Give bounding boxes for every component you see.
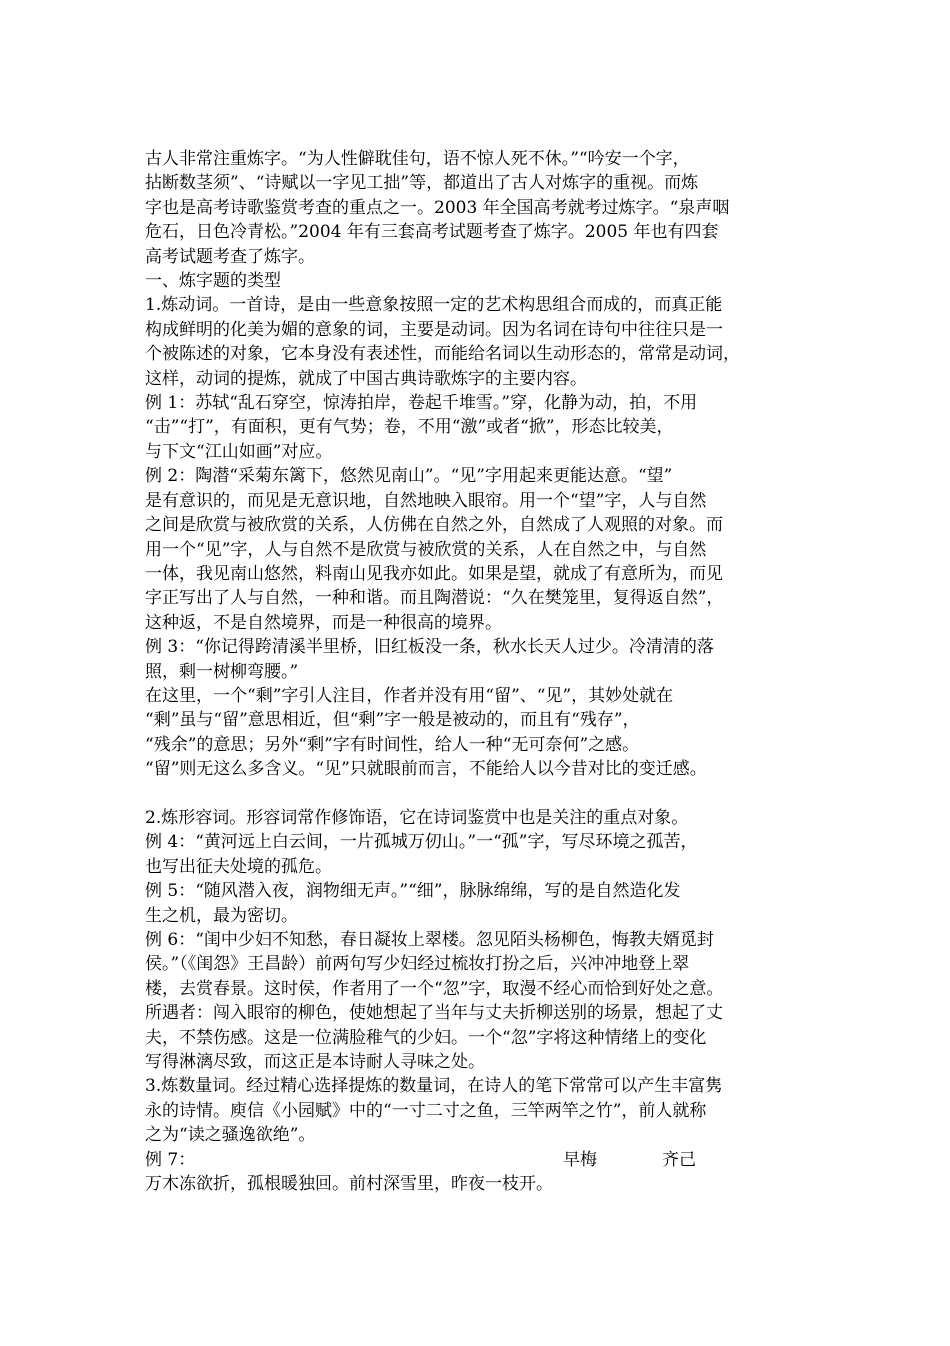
example-7-label: 例 7： <box>145 1149 196 1170</box>
example-6-paragraph: 例 6：“闺中少妇不知愁，春日凝妆上翠楼。忽见陌头杨柳色，悔教夫婿觅封 侯。”（《闺怨》王昌龄）前两句写少妇经过梳妆打扮之后，兴冲冲地登上翠 楼，去赏春景。这时侯，作者用了一个“忽”字，取漫不经心而恰到好处之意。 所遇者：闯入眼帘的柳色，使她想起了当年与丈夫折柳送别的场景，想起了丈 夫，不禁伤感。这是一位满脸稚气的少妇。一个“忽”字将这种情绪上的变化 写得淋漓尽致，而这正是本诗耐人寻味之处。 <box>145 929 724 1073</box>
example-2-paragraph: 例 2：陶潜“采菊东篱下，悠然见南山”。“见”字用起来更能达意。“望” 是有意识的，而见是无意识地，自然地映入眼帘。用一个“望”字，人与自然 之间是欣赏与被欣赏的关系，人仿佛在自然之外，自然成了人观照的对象。而 用一个“见”字，人与自然不是欣赏与被欣赏的关系，人在自然之中，与自然 一体，我见南山悠然，料南山见我亦如此。如果是望，就成了有意所为，而见 字正写出了人与自然，一种和谐。而且陶潜说：“久在樊笼里，复得返自然”， 这种返，不是自然境界，而是一种很高的境界。 <box>145 466 724 633</box>
adjective-refining-paragraph: 2.炼形容词。形容词常作修饰语，它在诗词鉴赏中也是关注的重点对象。 <box>145 807 689 828</box>
intro-paragraph: 古人非常注重炼字。“为人性僻耽佳句，语不惊人死不休。”“吟安一个字， 拈断数茎须”、“诗赋以一字见工拙”等，都道出了古人对炼字的重视。而炼 字也是高考诗歌鉴赏考查的重点之一。2003 年全国高考就考过炼字。“泉声咽 危石，日色冷青松。”2004 年有三套高考试题考查了炼字。2005 年也有四套 高考试题考查了炼字。 <box>145 149 730 267</box>
poem-title: 早梅 <box>563 1149 597 1170</box>
example-4-paragraph: 例 4：“黄河远上白云间，一片孤城万仞山。”一“孤”字，写尽环境之孤苦， 也写出征夫处境的孤危。 <box>145 832 698 877</box>
example-3-paragraph: 例 3：“你记得跨清溪半里桥，旧红板没一条，秋水长天人过少。冷清清的落 照，剩一树柳弯腰。” <box>145 637 714 682</box>
example-1-paragraph: 例 1：苏轼“乱石穿空，惊涛拍岸，卷起千堆雪。”穿，化静为动，拍，不用 “击”“打”，有面积，更有气势；卷，不用“激”或者“掀”，形态比较美， 与下文“江山如画”对应。 <box>145 393 698 462</box>
document-body <box>145 147 815 1196</box>
section-heading: 一、炼字题的类型 <box>145 271 281 292</box>
example-5-paragraph: 例 5：“随风潜入夜，润物细无声。”“细”，脉脉绵绵，写的是自然造化发 生之机，最为密切。 <box>145 881 681 926</box>
verb-refining-paragraph: 1.炼动词。一首诗，是由一些意象按照一定的艺术构思组合而成的，而真正能 构成鲜明的化美为媚的意象的词，主要是动词。因为名词在诗句中往往只是一 个被陈述的对象，它本身没有表述性，而能给名词以生动形态的，常常是动词， 这样，动词的提炼，就成了中国古典诗歌炼字的主要内容。 <box>145 295 740 389</box>
example-3-analysis-paragraph: 在这里，一个“剩”字引人注目，作者并没有用“留”、“见”，其妙处就在 “剩”虽与“留”意思相近，但“剩”字一般是被动的，而且有“残存”， “残余”的意思；另外“剩”字有时间性，给人一种“无可奈何”之感。 “留”则无这么多含义。“见”只就眼前而言，不能给人以今昔对比的变迁感。 <box>145 685 707 780</box>
example-7-heading <box>145 1148 815 1172</box>
poem-text: 万木冻欲折，孤根暖独回。前村深雪里，昨夜一枝开。 <box>145 1174 553 1195</box>
numeral-refining-paragraph: 3.炼数量词。经过精心选择提炼的数量词，在诗人的笔下常常可以产生丰富隽 永的诗情。庾信《小园赋》中的“一寸二寸之鱼，三竿两竿之竹”，前人就称 之为“读之骚逸欲绝”。 <box>145 1076 723 1146</box>
blank-line <box>145 782 815 806</box>
poem-author: 齐己 <box>662 1149 696 1170</box>
